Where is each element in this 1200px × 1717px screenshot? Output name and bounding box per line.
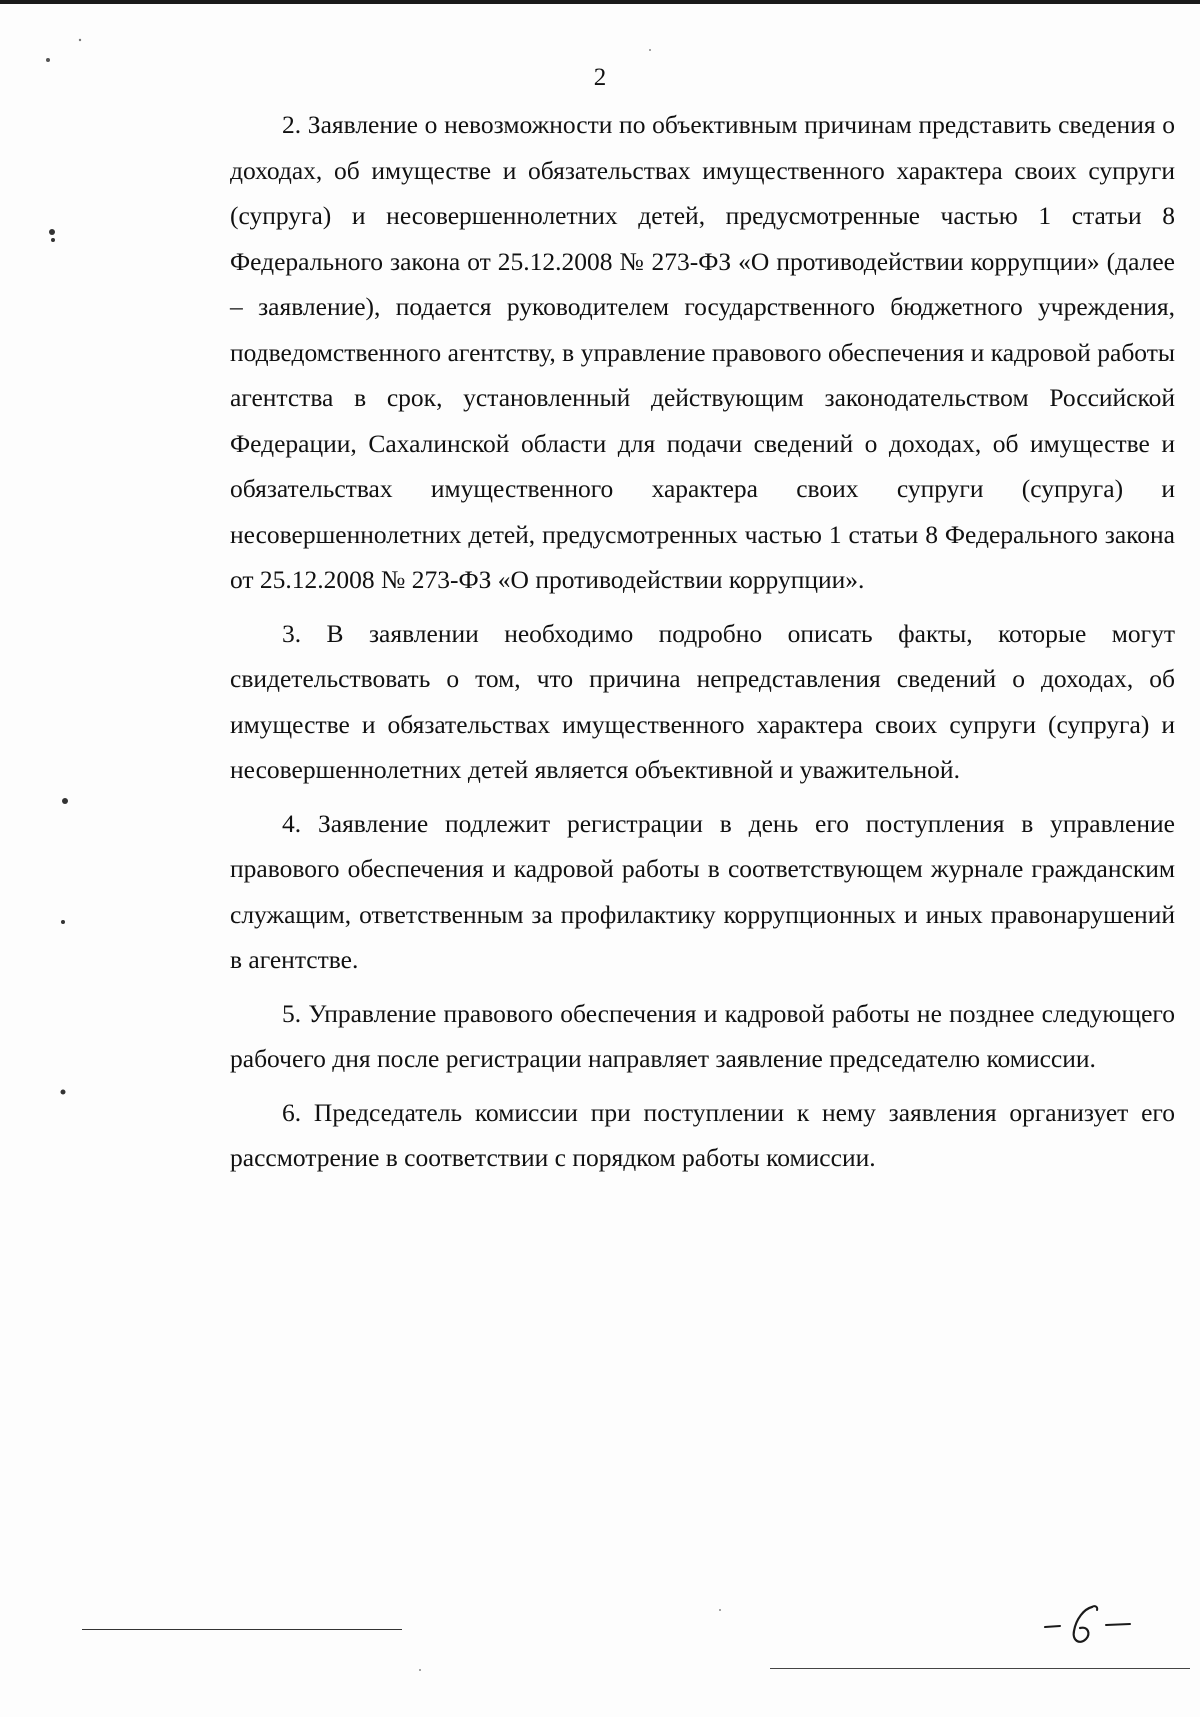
paragraph-3: 3. В заявлении необходимо подробно описать факты, которые могут свидетельствовать о том, что причина непредставления сведений о доходах, об имуществе и обязательствах имущественного характера своих супруги (супруга) и несовершеннолетних детей является объективной и уважительной.: [230, 618, 1175, 784]
paragraph-5: 5. Управление правового обеспечения и кадровой работы не позднее следующего рабочего дня после регистрации направляет заявление председателю комиссии.: [230, 998, 1175, 1073]
document-body: [230, 102, 1175, 1189]
handwritten-page-mark: [1040, 1595, 1140, 1655]
scan-top-edge: [0, 0, 1200, 4]
paragraph-4: 4. Заявление подлежит регистрации в день его поступления в управление правового обеспечения и кадровой работы в соответствующем журнале гражданским служащим, ответственным за профилактику коррупционных и иных правонарушений в агентстве.: [230, 808, 1175, 974]
footer-rule-left: [82, 1629, 402, 1630]
paragraph-2: 2. Заявление о невозможности по объективным причинам представить сведения о доходах, об имуществе и обязательствах имущественного характера своих супруги (супруга) и несовершеннолетних детей, предусмотренные частью 1 статьи 8 Федерального закона от 25.12.2008 № 273-ФЗ «О противодействии коррупции» (далее – заявление), подается руководителем государственного бюджетного учреждения, подведомственного агентству, в управление правового обеспечения и кадровой работы агентства в срок, установленный действующим законодательством Российской Федерации, Сахалинской области для подачи сведений о доходах, об имуществе и обязательствах имущественного характера своих супруги (супруга) и несовершеннолетних детей, предусмотренных частью 1 статьи 8 Федерального закона от 25.12.2008 № 273-ФЗ «О противодействии коррупции».: [230, 110, 1175, 594]
page-number: 2: [593, 64, 607, 91]
footer-rule-right: [770, 1668, 1190, 1669]
paragraph-6: 6. Председатель комиссии при поступлении к нему заявления организует его рассмотрение в соответствии с порядком работы комиссии.: [230, 1097, 1175, 1172]
